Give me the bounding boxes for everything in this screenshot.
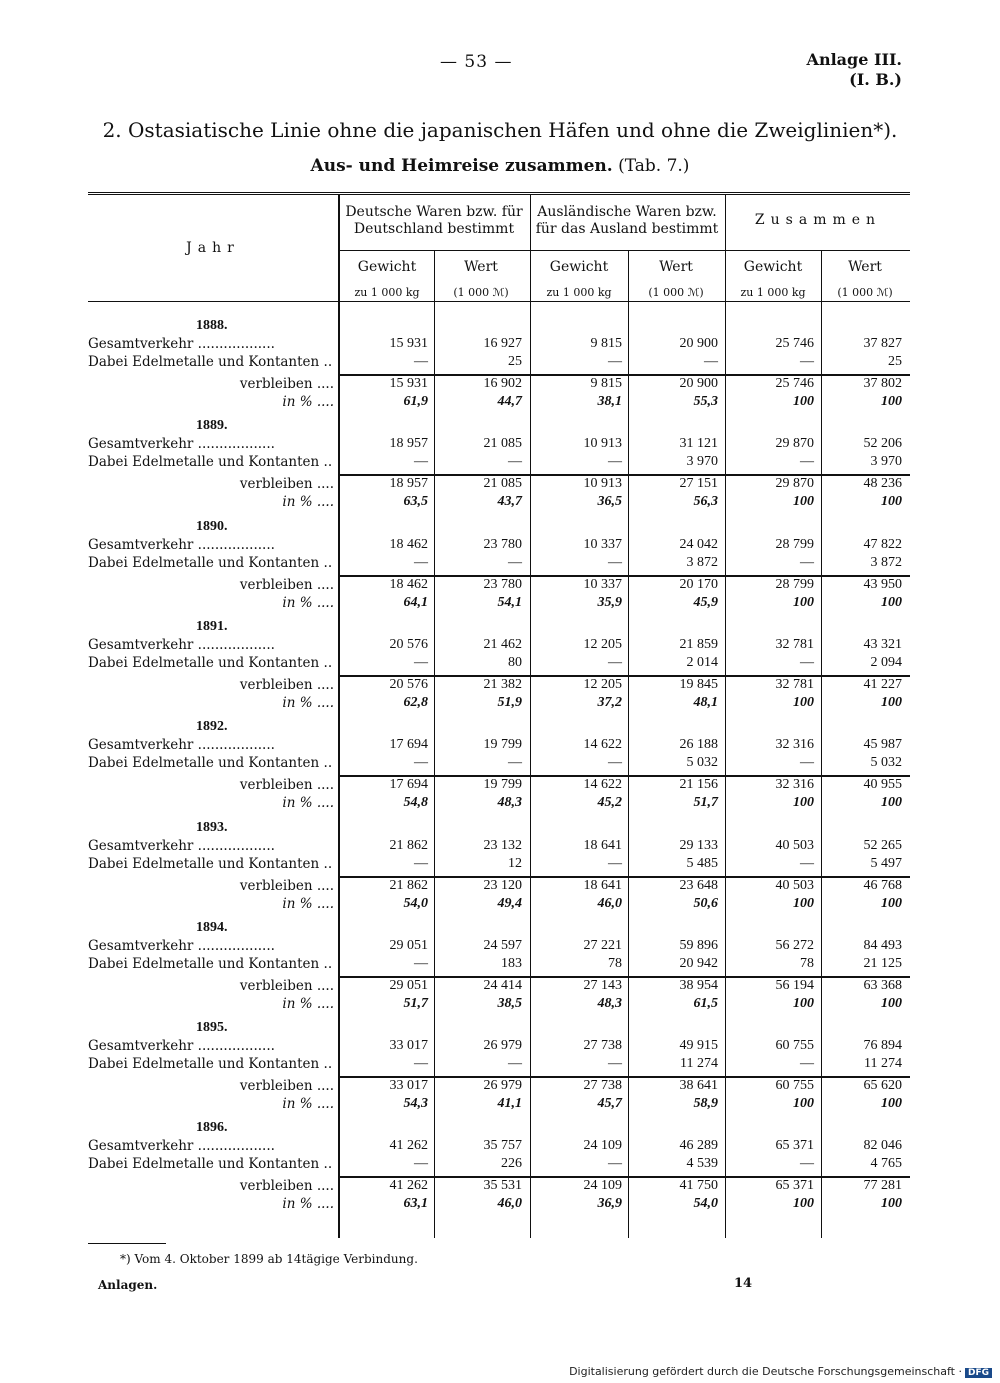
header-rule-group	[338, 250, 910, 251]
cell-pct: 51,7	[403, 995, 428, 1011]
row-label-gesamtverkehr: Gesamtverkehr ..................	[88, 636, 275, 653]
cell-verbl: 21 085	[483, 476, 522, 492]
cell-verbl: 77 281	[863, 1178, 902, 1194]
cell-gesamt: 29 870	[775, 436, 814, 452]
cell-edel: 5 032	[686, 755, 718, 771]
row-label-percent: in % ....	[282, 895, 334, 912]
year-label: 1891.	[196, 618, 228, 634]
cell-gesamt: 40 503	[775, 837, 814, 853]
row-label-edelmetalle: Dabei Edelmetalle und Kontanten ..	[88, 654, 333, 671]
cell-edel: —	[608, 1056, 622, 1072]
cell-verbl: 24 109	[583, 1178, 622, 1194]
cell-pct: 45,2	[597, 795, 622, 811]
row-label-percent: in % ....	[282, 494, 334, 511]
cell-pct: 35,9	[597, 594, 622, 610]
cell-verbl: 12 205	[583, 676, 622, 692]
cell-edel: —	[704, 354, 718, 369]
cell-gesamt: 21 462	[483, 636, 522, 652]
row-label-verbleiben: verbleiben ....	[239, 977, 334, 994]
cell-pct: 48,3	[597, 995, 622, 1011]
cell-verbl: 32 781	[775, 676, 814, 692]
row-label-percent: in % ....	[282, 1196, 334, 1213]
row-label-percent: in % ....	[282, 1096, 334, 1113]
cell-edel: —	[414, 554, 428, 570]
footer-page-number: 14	[734, 1276, 753, 1291]
row-label-gesamtverkehr: Gesamtverkehr ..................	[88, 737, 275, 754]
row-label-edelmetalle: Dabei Edelmetalle und Kontanten ..	[88, 1056, 333, 1073]
cell-verbl: 41 750	[679, 1178, 718, 1194]
row-label-verbleiben: verbleiben ....	[239, 676, 334, 693]
cell-pct: 100	[793, 895, 814, 911]
cell-pct: 100	[793, 594, 814, 610]
subtitle-tab: (Tab. 7.)	[618, 156, 690, 176]
row-label-verbleiben: verbleiben ....	[239, 777, 334, 794]
cell-pct: 54,0	[403, 895, 428, 911]
cell-verbl: 27 143	[583, 977, 622, 993]
cell-pct: 54,3	[403, 1096, 428, 1112]
cell-pct: 61,9	[403, 394, 428, 409]
row-label-edelmetalle: Dabei Edelmetalle und Kontanten ..	[88, 755, 333, 772]
cell-edel: 11 274	[864, 1056, 902, 1072]
header-rule-bottom	[88, 301, 910, 302]
unit-m-2: (1 000 ℳ)	[648, 286, 704, 299]
cell-gesamt: 25 746	[775, 336, 814, 351]
cell-verbl: 17 694	[389, 777, 428, 793]
cell-verbl: 23 780	[483, 576, 522, 592]
cell-edel: 78	[608, 955, 622, 971]
row-label-percent: in % ....	[282, 394, 334, 410]
cell-pct: 37,2	[597, 694, 622, 710]
cell-pct: 100	[881, 394, 902, 409]
cell-edel: 4 765	[870, 1156, 902, 1172]
unit-kg-2: zu 1 000 kg	[546, 286, 612, 299]
cell-verbl: 28 799	[775, 576, 814, 592]
cell-verbl: 23 120	[483, 877, 522, 893]
cell-gesamt: 33 017	[389, 1038, 428, 1054]
cell-edel: —	[800, 755, 814, 771]
cell-pct: 100	[881, 795, 902, 811]
cell-edel: 25	[888, 354, 902, 369]
cell-gesamt: 21 085	[483, 436, 522, 452]
cell-gesamt: 12 205	[583, 636, 622, 652]
cell-edel: 20 942	[679, 955, 718, 971]
header-wert-1: Wert	[464, 259, 498, 275]
cell-pct: 38,5	[497, 995, 522, 1011]
cell-pct: 100	[793, 694, 814, 710]
row-label-gesamtverkehr: Gesamtverkehr ..................	[88, 336, 275, 352]
cell-verbl: 65 620	[863, 1078, 902, 1094]
cell-verbl: 16 902	[483, 376, 522, 391]
cell-edel: —	[800, 354, 814, 369]
cell-verbl: 43 950	[863, 576, 902, 592]
cell-verbl: 20 900	[679, 376, 718, 391]
cell-gesamt: 76 894	[863, 1038, 902, 1054]
year-label: 1896.	[196, 1120, 228, 1136]
cell-verbl: 20 170	[679, 576, 718, 592]
cell-gesamt: 52 206	[863, 436, 902, 452]
cell-gesamt: 82 046	[863, 1138, 902, 1154]
cell-verbl: 27 738	[583, 1078, 622, 1094]
cell-gesamt: 24 597	[483, 937, 522, 953]
year-label: 1893.	[196, 819, 228, 835]
cell-pct: 46,0	[497, 1196, 522, 1212]
cell-verbl: 14 622	[583, 777, 622, 793]
cell-edel: 11 274	[680, 1056, 718, 1072]
cell-pct: 48,1	[693, 694, 718, 710]
cell-pct: 100	[793, 795, 814, 811]
row-label-percent: in % ....	[282, 694, 334, 711]
row-label-verbleiben: verbleiben ....	[239, 877, 334, 894]
cell-gesamt: 18 957	[389, 436, 428, 452]
cell-edel: —	[414, 855, 428, 871]
cell-verbl: 10 337	[583, 576, 622, 592]
year-label: 1890.	[196, 518, 228, 534]
cell-gesamt: 10 913	[583, 436, 622, 452]
row-label-gesamtverkehr: Gesamtverkehr ..................	[88, 937, 275, 954]
cell-edel: 25	[508, 354, 522, 369]
row-label-edelmetalle: Dabei Edelmetalle und Kontanten ..	[88, 354, 333, 370]
cell-verbl: 33 017	[389, 1078, 428, 1094]
cell-gesamt: 60 755	[775, 1038, 814, 1054]
cell-gesamt: 29 133	[679, 837, 718, 853]
cell-gesamt: 10 337	[583, 536, 622, 552]
page-title: 2. Ostasiatische Linie ohne die japanischen Häfen und ohne die Zweiglinien*).	[102, 118, 898, 142]
anlage-line2: (I. B.)	[849, 70, 902, 89]
cell-pct: 55,3	[693, 394, 718, 409]
cell-verbl: 29 051	[389, 977, 428, 993]
cell-pct: 49,4	[497, 895, 522, 911]
col-divider-2	[530, 194, 531, 1238]
cell-pct: 63,5	[403, 494, 428, 510]
header-gewicht-2: Gewicht	[549, 259, 609, 275]
cell-verbl: 19 845	[679, 676, 718, 692]
cell-pct: 43,7	[497, 494, 522, 510]
cell-edel: —	[608, 1156, 622, 1172]
cell-verbl: 60 755	[775, 1078, 814, 1094]
page-number: — 53 —	[440, 52, 513, 72]
cell-gesamt: 15 931	[389, 336, 428, 351]
cell-gesamt: 27 221	[583, 937, 622, 953]
cell-pct: 45,9	[693, 594, 718, 610]
cell-edel: 2 094	[870, 654, 902, 670]
cell-pct: 100	[793, 1196, 814, 1212]
cell-verbl: 41 262	[389, 1178, 428, 1194]
cell-edel: —	[414, 955, 428, 971]
cell-verbl: 38 641	[679, 1078, 718, 1094]
cell-pct: 45,7	[597, 1096, 622, 1112]
cell-edel: —	[608, 855, 622, 871]
cell-gesamt: 56 272	[775, 937, 814, 953]
cell-pct: 51,7	[693, 795, 718, 811]
year-label: 1895.	[196, 1020, 228, 1036]
cell-gesamt: 24 042	[679, 536, 718, 552]
cell-edel: 3 970	[686, 454, 718, 470]
cell-edel: —	[608, 454, 622, 470]
row-label-edelmetalle: Dabei Edelmetalle und Kontanten ..	[88, 454, 333, 471]
cell-gesamt: 47 822	[863, 536, 902, 552]
col-divider-3	[628, 250, 629, 1238]
cell-verbl: 40 503	[775, 877, 814, 893]
cell-edel: 78	[800, 955, 814, 971]
cell-pct: 100	[881, 494, 902, 510]
cell-verbl: 40 955	[863, 777, 902, 793]
cell-edel: 12	[508, 855, 522, 871]
unit-m-1: (1 000 ℳ)	[453, 286, 509, 299]
cell-edel: 3 872	[870, 554, 902, 570]
cell-verbl: 20 576	[389, 676, 428, 692]
cell-gesamt: 19 799	[483, 737, 522, 753]
cell-gesamt: 26 188	[679, 737, 718, 753]
cell-verbl: 18 641	[583, 877, 622, 893]
cell-pct: 62,8	[403, 694, 428, 710]
col-divider-1	[434, 250, 435, 1238]
col-divider-4	[725, 194, 726, 1238]
cell-gesamt: 18 462	[389, 536, 428, 552]
cell-verbl: 25 746	[775, 376, 814, 391]
cell-verbl: 24 414	[483, 977, 522, 993]
dfg-credit-text: Digitalisierung gefördert durch die Deutsche Forschungsgemeinschaft ·	[569, 1365, 962, 1378]
cell-gesamt: 14 622	[583, 737, 622, 753]
cell-edel: 5 497	[870, 855, 902, 871]
cell-pct: 54,0	[693, 1196, 718, 1212]
cell-gesamt: 32 781	[775, 636, 814, 652]
cell-verbl: 23 648	[679, 877, 718, 893]
dfg-logo: DFG	[965, 1368, 992, 1378]
cell-gesamt: 49 915	[679, 1038, 718, 1054]
cell-edel: —	[800, 554, 814, 570]
cell-gesamt: 20 900	[679, 336, 718, 351]
unit-m-3: (1 000 ℳ)	[837, 286, 893, 299]
cell-gesamt: 45 987	[863, 737, 902, 753]
row-label-verbleiben: verbleiben ....	[239, 1178, 334, 1195]
cell-gesamt: 29 051	[389, 937, 428, 953]
cell-pct: 100	[793, 494, 814, 510]
cell-gesamt: 24 109	[583, 1138, 622, 1154]
cell-verbl: 56 194	[775, 977, 814, 993]
row-label-gesamtverkehr: Gesamtverkehr ..................	[88, 1038, 275, 1055]
cell-edel: 80	[508, 654, 522, 670]
cell-pct: 36,9	[597, 1196, 622, 1212]
cell-pct: 100	[793, 1096, 814, 1112]
cell-pct: 63,1	[403, 1196, 428, 1212]
header-gewicht-3: Gewicht	[743, 259, 803, 275]
row-label-gesamtverkehr: Gesamtverkehr ..................	[88, 837, 275, 854]
cell-pct: 58,9	[693, 1096, 718, 1112]
cell-pct: 54,1	[497, 594, 522, 610]
unit-kg-3: zu 1 000 kg	[740, 286, 806, 299]
row-label-verbleiben: verbleiben ....	[239, 376, 334, 392]
footnote-rule	[88, 1243, 166, 1244]
cell-gesamt: 17 694	[389, 737, 428, 753]
cell-edel: —	[508, 1056, 522, 1072]
cell-verbl: 63 368	[863, 977, 902, 993]
cell-verbl: 29 870	[775, 476, 814, 492]
cell-pct: 100	[881, 895, 902, 911]
cell-gesamt: 52 265	[863, 837, 902, 853]
cell-verbl: 26 979	[483, 1078, 522, 1094]
cell-edel: 5 032	[870, 755, 902, 771]
row-label-verbleiben: verbleiben ....	[239, 476, 334, 493]
cell-edel: 2 014	[686, 654, 718, 670]
cell-gesamt: 84 493	[863, 937, 902, 953]
cell-verbl: 21 862	[389, 877, 428, 893]
cell-pct: 100	[793, 394, 814, 409]
row-label-edelmetalle: Dabei Edelmetalle und Kontanten ..	[88, 1156, 333, 1173]
year-label: 1892.	[196, 719, 228, 735]
row-label-verbleiben: verbleiben ....	[239, 1078, 334, 1095]
cell-edel: —	[608, 755, 622, 771]
cell-gesamt: 32 316	[775, 737, 814, 753]
row-label-edelmetalle: Dabei Edelmetalle und Kontanten ..	[88, 855, 333, 872]
cell-verbl: 18 957	[389, 476, 428, 492]
header-gewicht-1: Gewicht	[357, 259, 417, 275]
cell-pct: 54,8	[403, 795, 428, 811]
row-label-percent: in % ....	[282, 594, 334, 611]
cell-pct: 64,1	[403, 594, 428, 610]
cell-gesamt: 37 827	[863, 336, 902, 351]
cell-edel: 5 485	[686, 855, 718, 871]
cell-pct: 48,3	[497, 795, 522, 811]
header-wert-2: Wert	[659, 259, 693, 275]
cell-edel: —	[414, 454, 428, 470]
cell-gesamt: 23 780	[483, 536, 522, 552]
cell-pct: 100	[881, 1196, 902, 1212]
cell-gesamt: 27 738	[583, 1038, 622, 1054]
cell-pct: 46,0	[597, 895, 622, 911]
cell-edel: 4 539	[686, 1156, 718, 1172]
cell-gesamt: 21 862	[389, 837, 428, 853]
cell-edel: —	[414, 1156, 428, 1172]
cell-edel: —	[414, 354, 428, 369]
cell-gesamt: 26 979	[483, 1038, 522, 1054]
cell-edel: —	[508, 755, 522, 771]
cell-verbl: 10 913	[583, 476, 622, 492]
cell-edel: 3 970	[870, 454, 902, 470]
row-label-edelmetalle: Dabei Edelmetalle und Kontanten ..	[88, 955, 333, 972]
cell-verbl: 32 316	[775, 777, 814, 793]
cell-gesamt: 9 815	[590, 336, 622, 351]
cell-pct: 44,7	[497, 394, 522, 409]
row-label-verbleiben: verbleiben ....	[239, 576, 334, 593]
cell-edel: —	[608, 554, 622, 570]
cell-edel: —	[508, 554, 522, 570]
header-jahr: Jahr	[186, 240, 240, 256]
footer-anlagen: Anlagen.	[98, 1278, 158, 1292]
cell-edel: —	[800, 855, 814, 871]
cell-gesamt: 41 262	[389, 1138, 428, 1154]
row-label-gesamtverkehr: Gesamtverkehr ..................	[88, 1138, 275, 1155]
cell-gesamt: 65 371	[775, 1138, 814, 1154]
row-label-edelmetalle: Dabei Edelmetalle und Kontanten ..	[88, 554, 333, 571]
header-group-deutsche: Deutsche Waren bzw. für Deutschland bestimmt	[345, 204, 523, 237]
cell-gesamt: 46 289	[679, 1138, 718, 1154]
cell-edel: 21 125	[863, 955, 902, 971]
cell-verbl: 65 371	[775, 1178, 814, 1194]
cell-edel: 226	[501, 1156, 522, 1172]
cell-edel: 3 872	[686, 554, 718, 570]
cell-verbl: 19 799	[483, 777, 522, 793]
cell-pct: 100	[793, 995, 814, 1011]
cell-verbl: 15 931	[389, 376, 428, 391]
cell-pct: 100	[881, 594, 902, 610]
cell-edel: —	[414, 755, 428, 771]
cell-gesamt: 21 859	[679, 636, 718, 652]
cell-verbl: 27 151	[679, 476, 718, 492]
cell-verbl: 18 462	[389, 576, 428, 592]
cell-verbl: 35 531	[483, 1178, 522, 1194]
cell-gesamt: 31 121	[679, 436, 718, 452]
dfg-credit	[569, 1365, 992, 1378]
cell-pct: 41,1	[497, 1096, 522, 1112]
cell-pct: 38,1	[597, 394, 622, 409]
col-divider-5	[821, 250, 822, 1238]
cell-gesamt: 43 321	[863, 636, 902, 652]
cell-pct: 51,9	[497, 694, 522, 710]
cell-edel: —	[800, 454, 814, 470]
cell-edel: 183	[501, 955, 522, 971]
cell-edel: —	[800, 1056, 814, 1072]
cell-pct: 100	[881, 995, 902, 1011]
anlage-line1: Anlage III.	[806, 50, 902, 69]
header-wert-3: Wert	[848, 259, 882, 275]
cell-verbl: 21 156	[679, 777, 718, 793]
unit-kg-1: zu 1 000 kg	[354, 286, 420, 299]
cell-gesamt: 20 576	[389, 636, 428, 652]
cell-edel: —	[508, 454, 522, 470]
header-group-auslaendische: Ausländische Waren bzw. für das Ausland bestimmt	[535, 204, 719, 237]
cell-verbl: 21 382	[483, 676, 522, 692]
row-label-gesamtverkehr: Gesamtverkehr ..................	[88, 536, 275, 553]
year-label: 1894.	[196, 919, 228, 935]
cell-edel: —	[414, 654, 428, 670]
row-label-percent: in % ....	[282, 995, 334, 1012]
year-label: 1888.	[196, 318, 228, 333]
row-label-gesamtverkehr: Gesamtverkehr ..................	[88, 436, 275, 453]
cell-gesamt: 23 132	[483, 837, 522, 853]
cell-gesamt: 18 641	[583, 837, 622, 853]
cell-pct: 50,6	[693, 895, 718, 911]
cell-pct: 36,5	[597, 494, 622, 510]
cell-verbl: 48 236	[863, 476, 902, 492]
cell-pct: 100	[881, 1096, 902, 1112]
header-group-zusammen: Zusammen	[754, 212, 882, 228]
cell-gesamt: 28 799	[775, 536, 814, 552]
cell-verbl: 41 227	[863, 676, 902, 692]
cell-verbl: 9 815	[590, 376, 622, 391]
cell-gesamt: 35 757	[483, 1138, 522, 1154]
cell-edel: —	[800, 1156, 814, 1172]
cell-verbl: 46 768	[863, 877, 902, 893]
subtitle-main: Aus- und Heimreise zusammen.	[310, 156, 613, 176]
cell-edel: —	[414, 1056, 428, 1072]
year-label: 1889.	[196, 418, 228, 434]
cell-edel: —	[800, 654, 814, 670]
cell-pct: 56,3	[693, 494, 718, 510]
cell-verbl: 38 954	[679, 977, 718, 993]
cell-gesamt: 59 896	[679, 937, 718, 953]
cell-pct: 100	[881, 694, 902, 710]
cell-gesamt: 16 927	[483, 336, 522, 351]
footnote: *) Vom 4. Oktober 1899 ab 14tägige Verbindung.	[120, 1252, 418, 1266]
cell-edel: —	[608, 354, 622, 369]
cell-verbl: 37 802	[863, 376, 902, 391]
row-label-percent: in % ....	[282, 795, 334, 812]
cell-pct: 61,5	[693, 995, 718, 1011]
cell-edel: —	[608, 654, 622, 670]
